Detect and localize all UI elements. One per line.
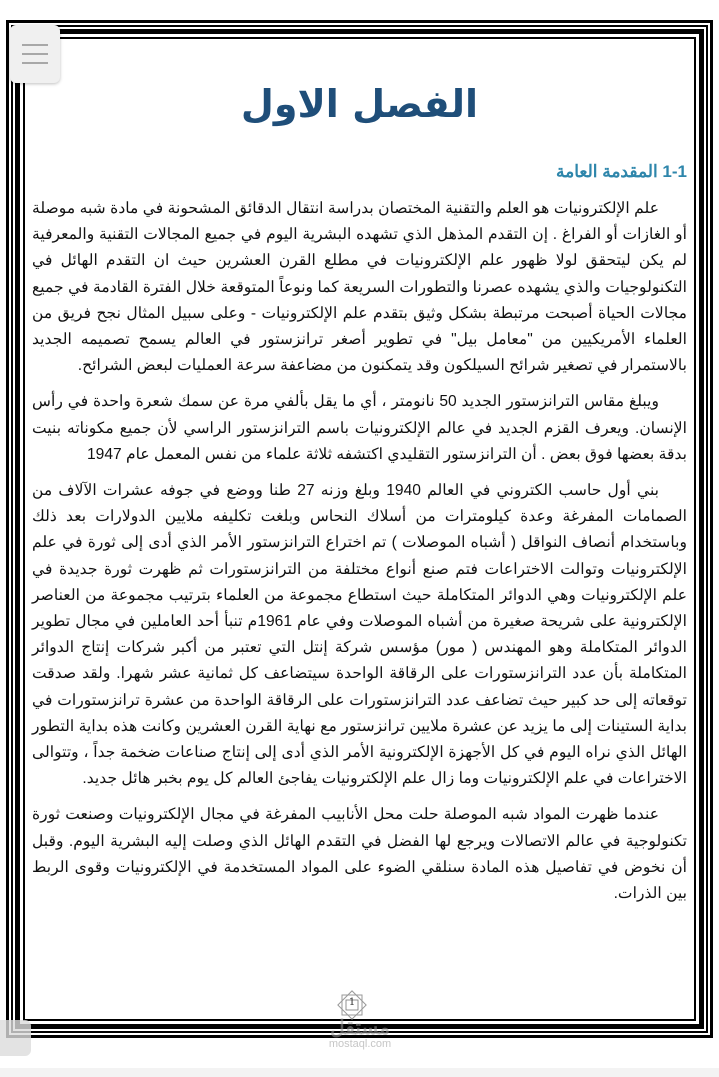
document-body [32,40,687,917]
watermark-arabic: مستقل [330,1017,390,1039]
hamburger-menu-icon-line [22,62,48,64]
page-number: 1 [348,997,356,1008]
chapter-title: الفصل الاول [240,82,479,126]
watermark-latin: mostaql.com [328,1038,392,1050]
paragraph-transistor-size: ويبلغ مقاس الترانزستور الجديد 50 نانومتر ، أي ما يقل بألفي مرة عن سمك شعرة واحدة في رأس الإنسان. ويعرف القزم الجديد في عالم الإلكترونيات باسم الترانزستور الراسي لأن جميع مكوناته بنيت بدقة بعضها فوق بعض . أن الترانزستور التقليدي اكتشفه ثلاثة علماء من نفس المعمل عام 1947 [32,393,687,463]
bottom-bar [0,1068,719,1077]
section-heading: 1-1 المقدمة العامة [555,162,687,181]
paragraph-intro: علم الإلكترونيات هو العلم والتقنية المختصان بدراسة انتقال الدقائق المشحونة في مادة شبه موصلة أو الغازات أو الفراغ . إن التقدم المذهل الذي تشهده البشرية اليوم في جميع المجالات التقنية والمعرفية لم يكن ليتحقق لولا ظهور علم الإلكترونيات في مطلع القرن العشرين حيث ان التقدم الهائل في التكنولوجيات والذي يشهده عصرنا والتطورات السريعة كما ونوعاً المتوقعة خلال الفترة القادمة في جميع مجالات الحياة أصبحت مرتبطة بشكل وثيق بتقدم علم الإلكترونيات - وعلى سبيل المثال نجح فريق من العلماء الأمريكيين من "معامل بيل" في تطوير أصغر ترانزستور في العالم يسمح تصميمه الجديد بالاستمرار في تصغير شرائح السيلكون وقد يتمكنون من مضاعفة سرعة العمليات لبعض الشرائح. [32,200,687,375]
paragraph-semiconductors: عندما ظهرت المواد شبه الموصلة حلت محل الأنابيب المفرغة في مجال الإلكترونيات وصنعت ثورة تكنولوجية في عالم الاتصالات ويرجع لها الفضل في التقدم الهائل الذي وصلت إليه البشرية اليوم. وقبل أن نخوض في تفاصيل هذه المادة سنلقي الضوء على المواد المستخدمة في الإلكترونيات وقوى الربط بين الذرات. [32,806,687,903]
page-number-ornament [337,990,367,1020]
paragraph-history: بني أول حاسب الكتروني في العالم 1940 وبلغ وزنه 27 طنا ووضع في جوفه عشرات الآلاف من الصمامات المفرغة وعدة كيلومترات من أسلاك النحاس وبلغت تكليفه ملايين الدولارات بعد ذلك وباستخدام أنصاف النواقل ( أشباه الموصلات ) تم اختراع الترانزستور الأمر الذي أدى إلى ثورة في علم الإلكترونيات وتوالت الاختراعات فتم صنع أنواع مختلفة من الترانزستورات ثم ظهرت ثورة جديدة في علم الإلكترونيات وهي الدوائر المتكاملة حيث استطاع مجموعة من العلماء بترتيب مجموعة من العناصر الإلكترونية على شريحة صغيرة من أشباه الموصلات وفي عام 1961م تنبأ أحد العاملين في مجال تطوير الدوائر المتكاملة وهو المهندس ( مور) مؤسس شركة إنتل التي تعتبر من أكبر شركات إنتاج الدوائر المتكاملة بأن عدد الترانزستورات على الرقاقة الواحدة سيتضاعف كل ثمانية عشر شهرا. ولقد صدقت توقعاته إلى حد كبير حيث تضاعف عدد الترانزستورات على الرقاقة الواحدة من عشرة ترانزستورات في بداية الستينات إلى ما يزيد عن عشرة ملايين ترانزستور مع نهاية القرن العشرين وكانت هذه بداية التطور الهائل الذي نراه اليوم في كل الأجهزة الإلكترونية الأمر الذي أدى إلى إنتاج صناعات ضخمة جداً ، وتتوالى الاختراعات في علم الإلكترونيات وما زال علم الإلكترونيات يفاجئ العالم كل يوم بخبر هائل جديد. [32,482,687,788]
hamburger-menu-icon [22,44,48,46]
hamburger-menu-icon-line [22,53,48,55]
menu-button[interactable] [10,25,60,83]
scroll-handle[interactable] [0,1020,31,1056]
